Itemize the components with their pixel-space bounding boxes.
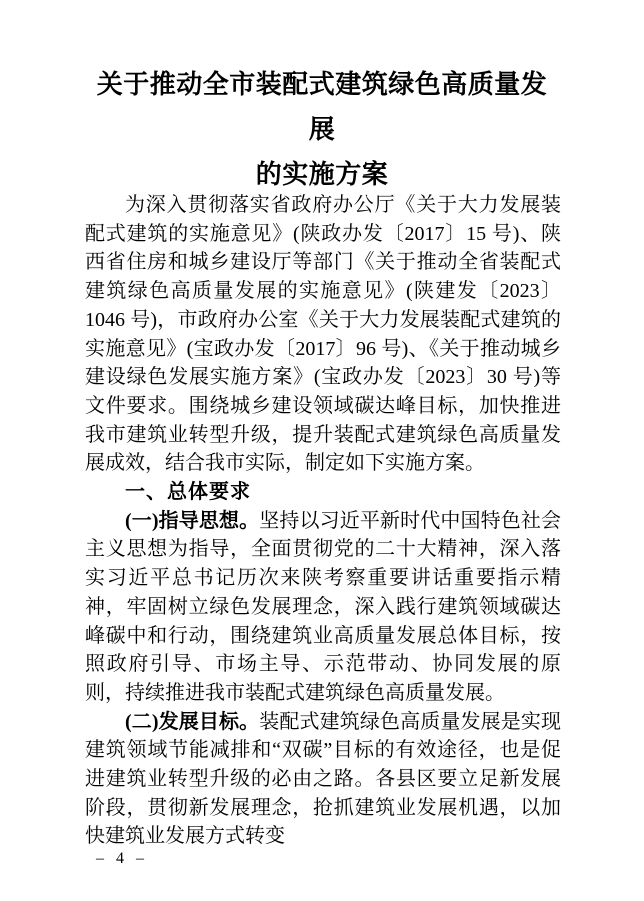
document-title-line2: 的实施方案 [255,160,389,189]
document-title-line1: 关于推动全市装配式建筑绿色高质量发展 [96,70,548,144]
subsection-2-lead: (二)发展目标。 [125,710,260,733]
subsection-2-paragraph [85,708,561,852]
subsection-2-text: 装配式建筑绿色高质量发展是实现建筑领域节能减排和“双碳”目标的有效途径，也是促进建筑业转型升级的必由之路。各县区要立足新发展阶段，贯彻新发展理念，抢抓建筑业发展机遇，以加快建筑业发展方式转变 [85,710,561,848]
section-heading-1: 一、总体要求 [125,481,251,504]
document-title [84,62,560,197]
subsection-1-lead: (一)指导思想。 [125,509,260,532]
page-number: – 4 – [96,850,148,867]
document-body [85,191,561,851]
intro-paragraph: 为深入贯彻落实省政府办公厅《关于大力发展装配式建筑的实施意见》(陕政办发〔2017〕15 号)、陕西省住房和城乡建设厅等部门《关于推动全省装配式建筑绿色高质量发展的实施意见》(陕建发〔2023〕1046 号)，市政府办公室《关于大力发展装配式建筑的实施意见》(宝政办发〔2017〕96 号)、《关于推动城乡建设绿色发展实施方案》(宝政办发〔2023〕30 号)等文件要求。围绕城乡建设领域碳达峰目标，加快推进我市建筑业转型升级，提升装配式建筑绿色高质量发展成效，结合我市实际，制定如下实施方案。 [85,194,561,475]
subsection-1-paragraph [85,507,561,708]
subsection-1-text: 坚持以习近平新时代中国特色社会主义思想为指导，全面贯彻党的二十大精神，深入落实习近平总书记历次来陕考察重要讲话重要指示精神，牢固树立绿色发展理念，深入践行建筑领域碳达峰碳中和行动，围绕建筑业高质量发展总体目标，按照政府引导、市场主导、示范带动、协同发展的原则，持续推进我市装配式建筑绿色高质量发展。 [85,509,561,704]
